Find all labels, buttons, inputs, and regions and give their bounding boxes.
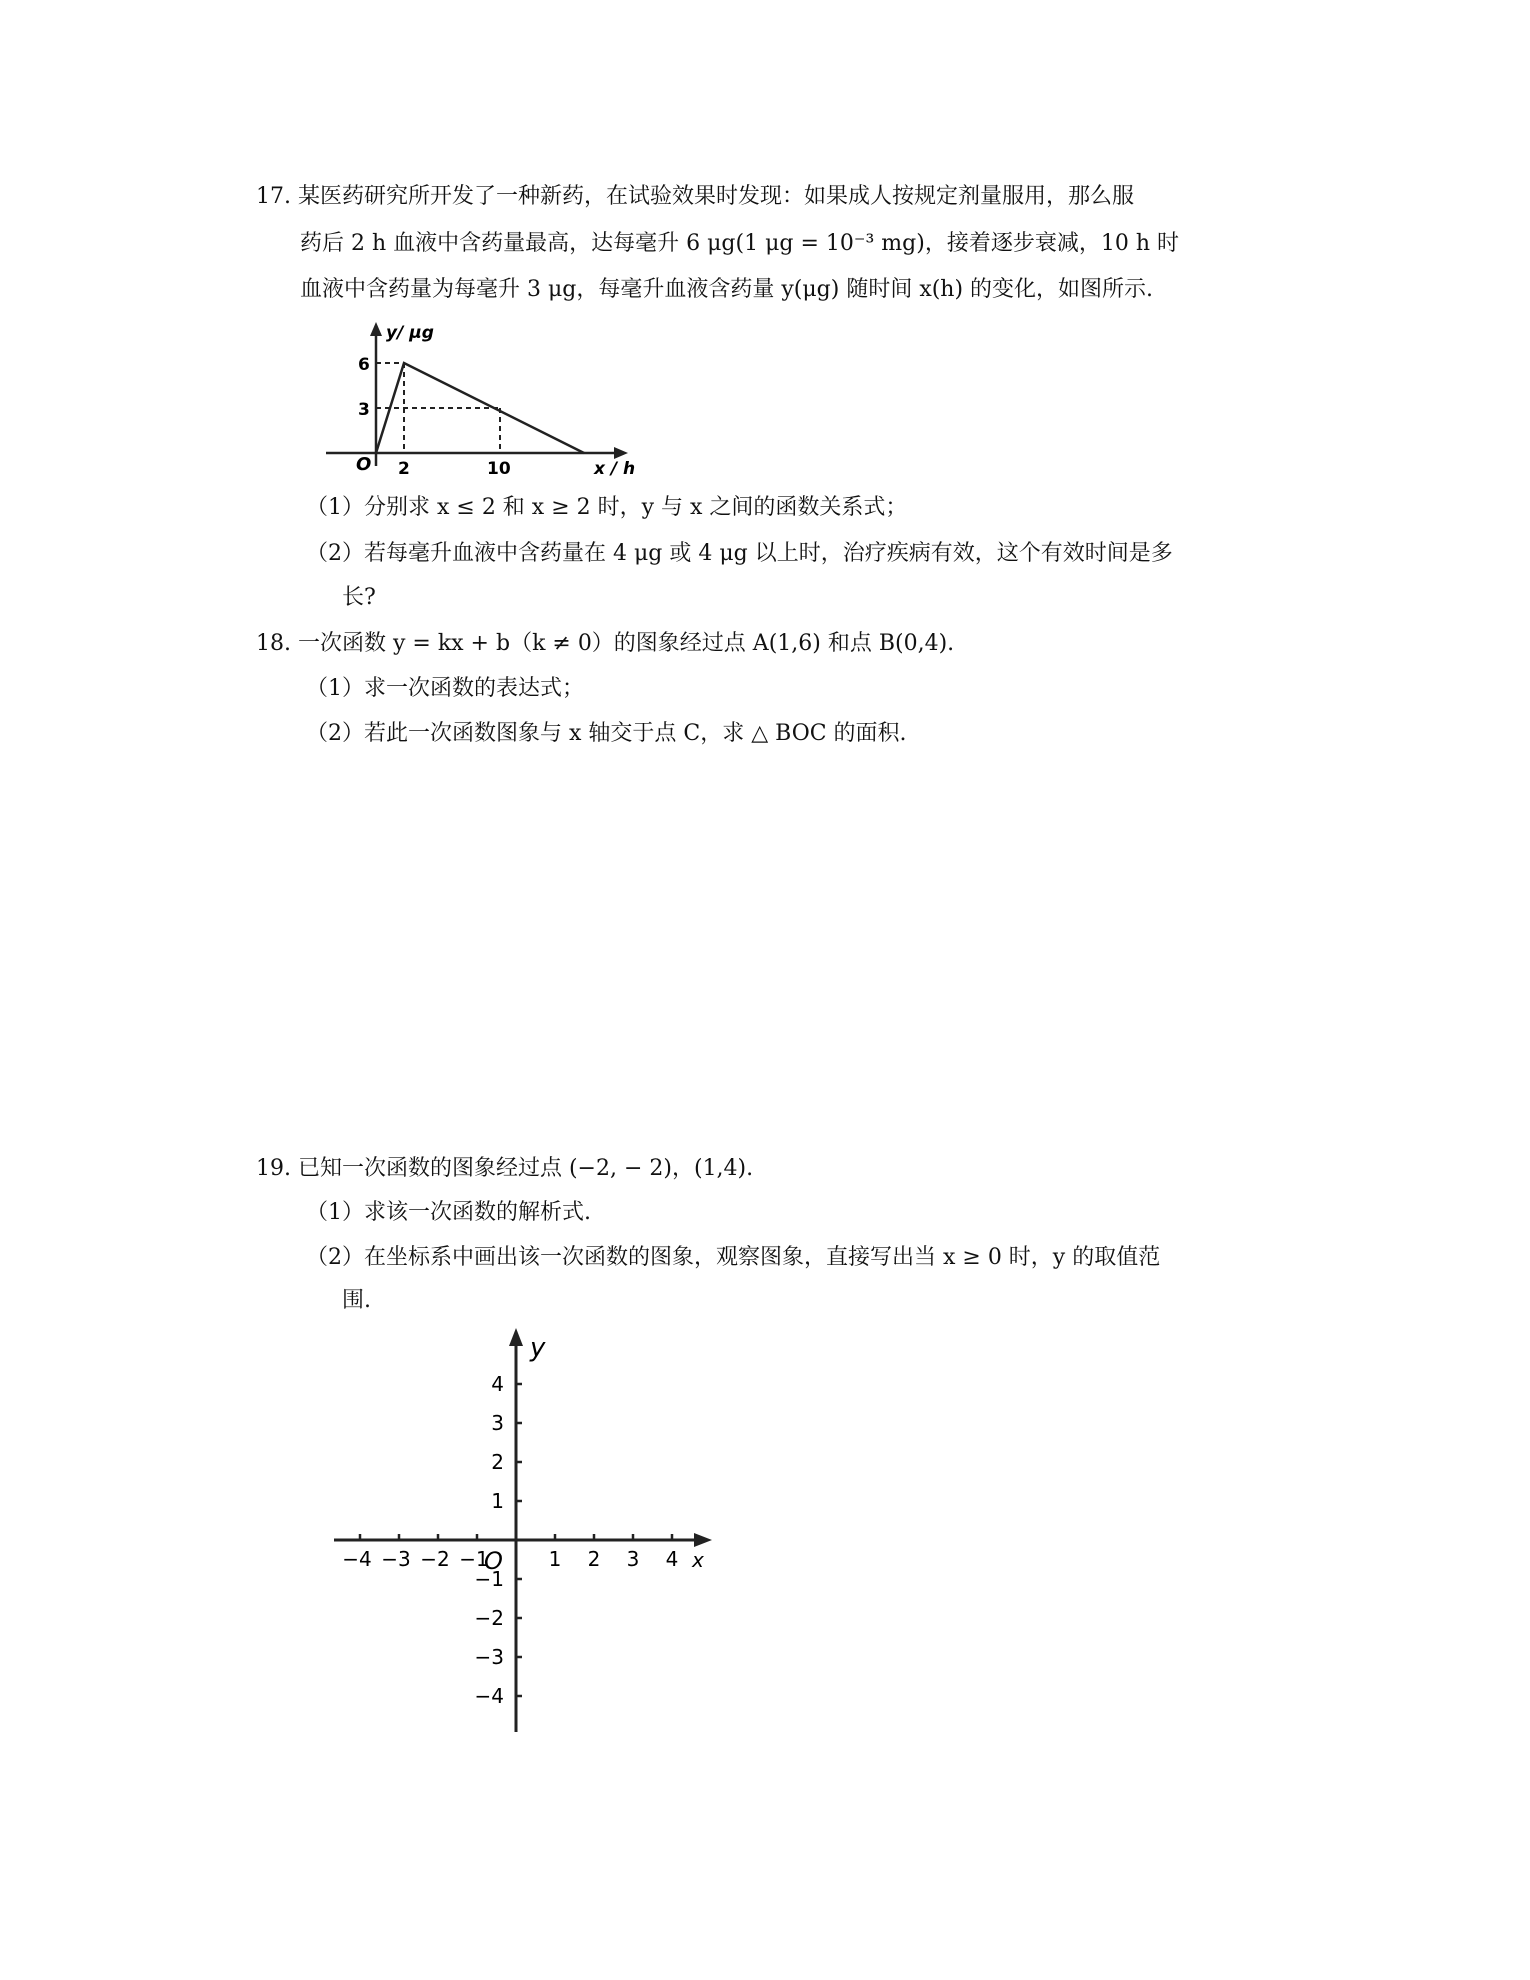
q19-x-label: x [692,1548,704,1572]
q19-x-tick-label: −2 [420,1547,450,1571]
q19-y-tick-label: −4 [474,1684,504,1708]
q19-y-tick-label: 1 [491,1489,504,1513]
q17-x-label: x / h [594,459,636,479]
q17-line-2: 药后 2 h 血液中含药量最高，达每毫升 6 μg(1 μg = 10⁻³ mg)，接着逐步衰减，10 h 时 [300,231,1179,256]
q19-x-tick-label: 4 [665,1547,679,1571]
q17-part-2-cont: 长? [342,585,376,610]
q19-x-tick-label: −4 [342,1547,372,1571]
q17-drug-concentration-graph [320,318,640,480]
q19-x-tick-label: 1 [548,1547,562,1571]
q17-x-axis-arrow [614,447,628,459]
q19-y-tick-label: 2 [491,1450,504,1474]
q19-part-1: （1）求该一次函数的解析式. [306,1200,591,1225]
q17-origin-label: O [356,454,372,475]
q17-y-label: y/ μg [386,323,434,343]
q17-part-2: （2）若每毫升血液中含药量在 4 μg 或 4 μg 以上时，治疗疾病有效，这个有效时间是多 [306,541,1173,566]
q17-y-tick-3: 3 [358,400,370,420]
q19-y-tick-label: 3 [491,1411,504,1435]
q19-y-tick-label: 4 [491,1372,504,1396]
q19-x-tick-label: −3 [381,1547,411,1571]
q18-part-2: （2）若此一次函数图象与 x 轴交于点 C，求 △ BOC 的面积. [306,721,907,746]
q19-part-2-cont: 围. [342,1288,371,1313]
q19-origin-label: O [484,1547,503,1575]
q19-y-tick-label: −1 [474,1567,504,1591]
q19-y-axis-arrow [509,1328,523,1346]
q17-part-1: （1）分别求 x ≤ 2 和 x ≥ 2 时，y 与 x 之间的函数关系式； [306,495,908,520]
q17-x-tick-10: 10 [487,459,511,479]
q19-y-label: y [530,1333,546,1363]
q17-y-axis-arrow [370,322,382,336]
q19-x-tick-label: −1 [459,1547,489,1571]
q17-line-3: 血液中含药量为每毫升 3 μg，每毫升血液含药量 y(μg) 随时间 x(h) 的变化，如图所示. [300,277,1154,302]
q18-stem: 18. 一次函数 y = kx + b（k ≠ 0）的图象经过点 A(1,6) 和点 B(0,4). [256,631,955,656]
q19-y-tick-label: −3 [474,1645,504,1669]
q18-part-1: （1）求一次函数的表达式； [306,676,584,701]
q19-stem: 19. 已知一次函数的图象经过点 (−2, − 2)，(1,4). [256,1156,754,1181]
q19-x-axis-arrow [694,1533,712,1547]
q19-coordinate-grid [320,1318,720,1738]
q17-line-1: 17. 某医药研究所开发了一种新药，在试验效果时发现：如果成人按规定剂量服用，那么服 [256,184,1134,209]
q17-x-tick-2: 2 [398,459,410,479]
q19-x-tick-label: 2 [587,1547,601,1571]
q19-x-tick-label: 3 [626,1547,640,1571]
q19-part-2: （2）在坐标系中画出该一次函数的图象，观察图象，直接写出当 x ≥ 0 时，y 的取值范 [306,1245,1161,1270]
q19-y-tick-label: −2 [474,1606,504,1630]
q17-y-tick-6: 6 [358,355,370,375]
